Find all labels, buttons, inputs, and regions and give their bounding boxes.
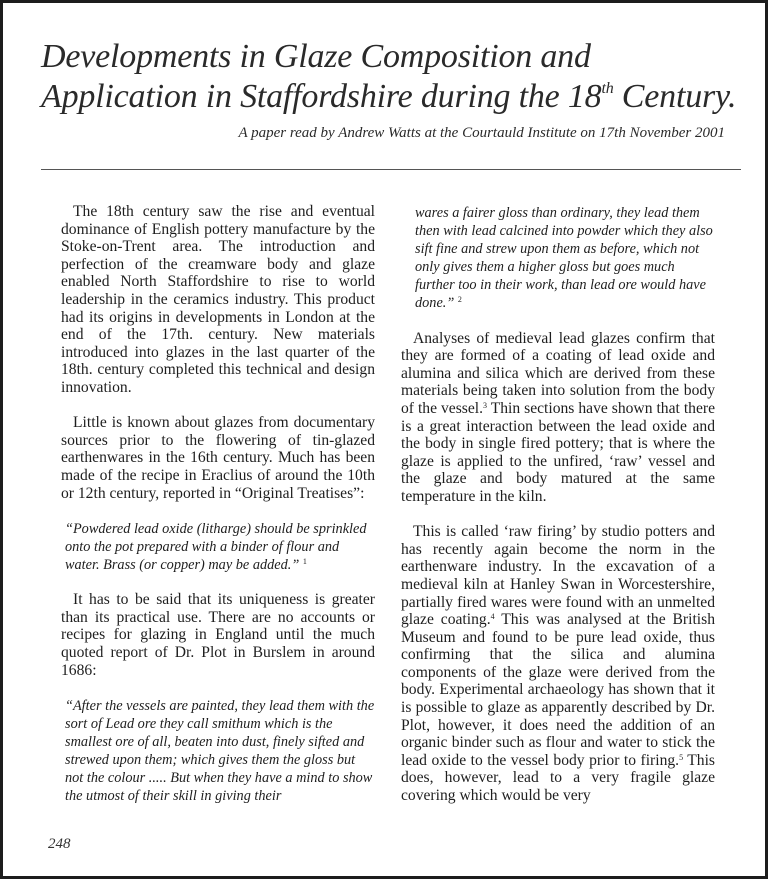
quote-plot-continued-text: wares a fairer gloss than ordinary, they lead them then with lead calcined into powder which they also sift fine and strew upon them as before, which not only gives them a higher gloss but goes much further too in their work, than lead ore would have done.”	[415, 205, 713, 311]
header-divider	[41, 169, 741, 170]
page-number: 248	[48, 836, 71, 852]
paragraph-5-text-a: This is called ‘raw firing’ by studio potters and has recently again become the norm in the earthenware industry. In the excavation of a medieval kiln at Hanley Swan in Worcestershire, partially fired wares were found with an unmelted glaze coating.	[401, 523, 715, 629]
title-line-1: Developments in Glaze Composition and	[41, 38, 591, 75]
footnote-ref-4: 4	[490, 612, 495, 622]
paragraph-2: Little is known about glazes from documentary sources prior to the flowering of tin-glazed earthenwares in the 16th century. Much has been made of the recipe in Eraclius of around the 10th or 12th century, reported in “Original Treatises”:	[61, 414, 375, 502]
paper-title	[41, 37, 741, 117]
quote-eraclius	[65, 520, 375, 574]
paragraph-5	[401, 523, 715, 805]
footnote-ref-1: 1	[302, 556, 307, 566]
paragraph-5-text-c: This does, however, lead to a very fragile glaze covering which would be very	[401, 751, 716, 805]
paragraph-4	[401, 330, 715, 506]
title-line-2-text: Application in Staffordshire during the 18	[41, 78, 602, 115]
title-line-2-end: Century.	[613, 78, 737, 115]
footnote-ref-2: 2	[457, 295, 462, 304]
paragraph-4-text-b: Thin sections have shown that there is a great interaction between the lead oxide and the body in single fired pottery; that is where the glaze is applied to the unfired, ‘raw’ vessel and the glaze and body matured at the same temperature in the kiln.	[401, 399, 715, 505]
paragraph-5-text-b: This was analysed at the British Museum and found to be pure lead oxide, thus confirming that the silica and alumina components of the glaze were derived from the body. Experimental archaeology has shown that it is possible to glaze as apparently described by Dr. Plot, however, it does need the addition of an organic binder such as flour and water to stick the lead oxide to the vessel body prior to firing.	[401, 611, 715, 769]
left-column	[61, 203, 375, 822]
quote-plot-continued	[415, 204, 715, 312]
paragraph-4-text-a: Analyses of medieval lead glazes confirm that they are formed of a coating of lead oxide and alumina and silica which are derived from these materials being taken into solution from the body of the vessel.	[401, 329, 715, 417]
paragraph-3: It has to be said that its uniqueness is greater than its practical use. There are no accounts or recipes for glazing in England until the much quoted report of Dr. Plot in Burslem in around 1686:	[61, 591, 375, 679]
right-column	[401, 204, 715, 822]
paper-subtitle: A paper read by Andrew Watts at the Courtauld Institute on 17th November 2001	[238, 125, 725, 141]
paragraph-1: The 18th century saw the rise and eventual dominance of English pottery manufacture by the Stoke-on-Trent area. The introduction and perfection of the creamware body and glaze enabled North Staffordshire to rise to world leadership in the ceramics industry. This product had its origins in developments in London at the end of the 17th. century. New materials introduced into glazes in the last quarter of the 18th. century completed this technical and design innovation.	[61, 203, 375, 396]
quote-eraclius-text: “Powdered lead oxide (litharge) should be sprinkled onto the pot prepared with a binder of flour and water. Brass (or copper) may be added.”	[65, 520, 367, 573]
footnote-ref-5: 5	[679, 752, 684, 762]
footnote-ref-3: 3	[483, 400, 488, 410]
quote-plot: “After the vessels are painted, they lead them with the sort of Lead ore they call smithum which is the smallest ore of all, beaten into dust, finely sifted and strewed upon them; which gives them the gloss but not the colour ..... But when they have a mind to show the utmost of their skill in giving their	[65, 697, 375, 804]
title-superscript: th	[601, 80, 614, 97]
title-line-2	[41, 77, 741, 117]
